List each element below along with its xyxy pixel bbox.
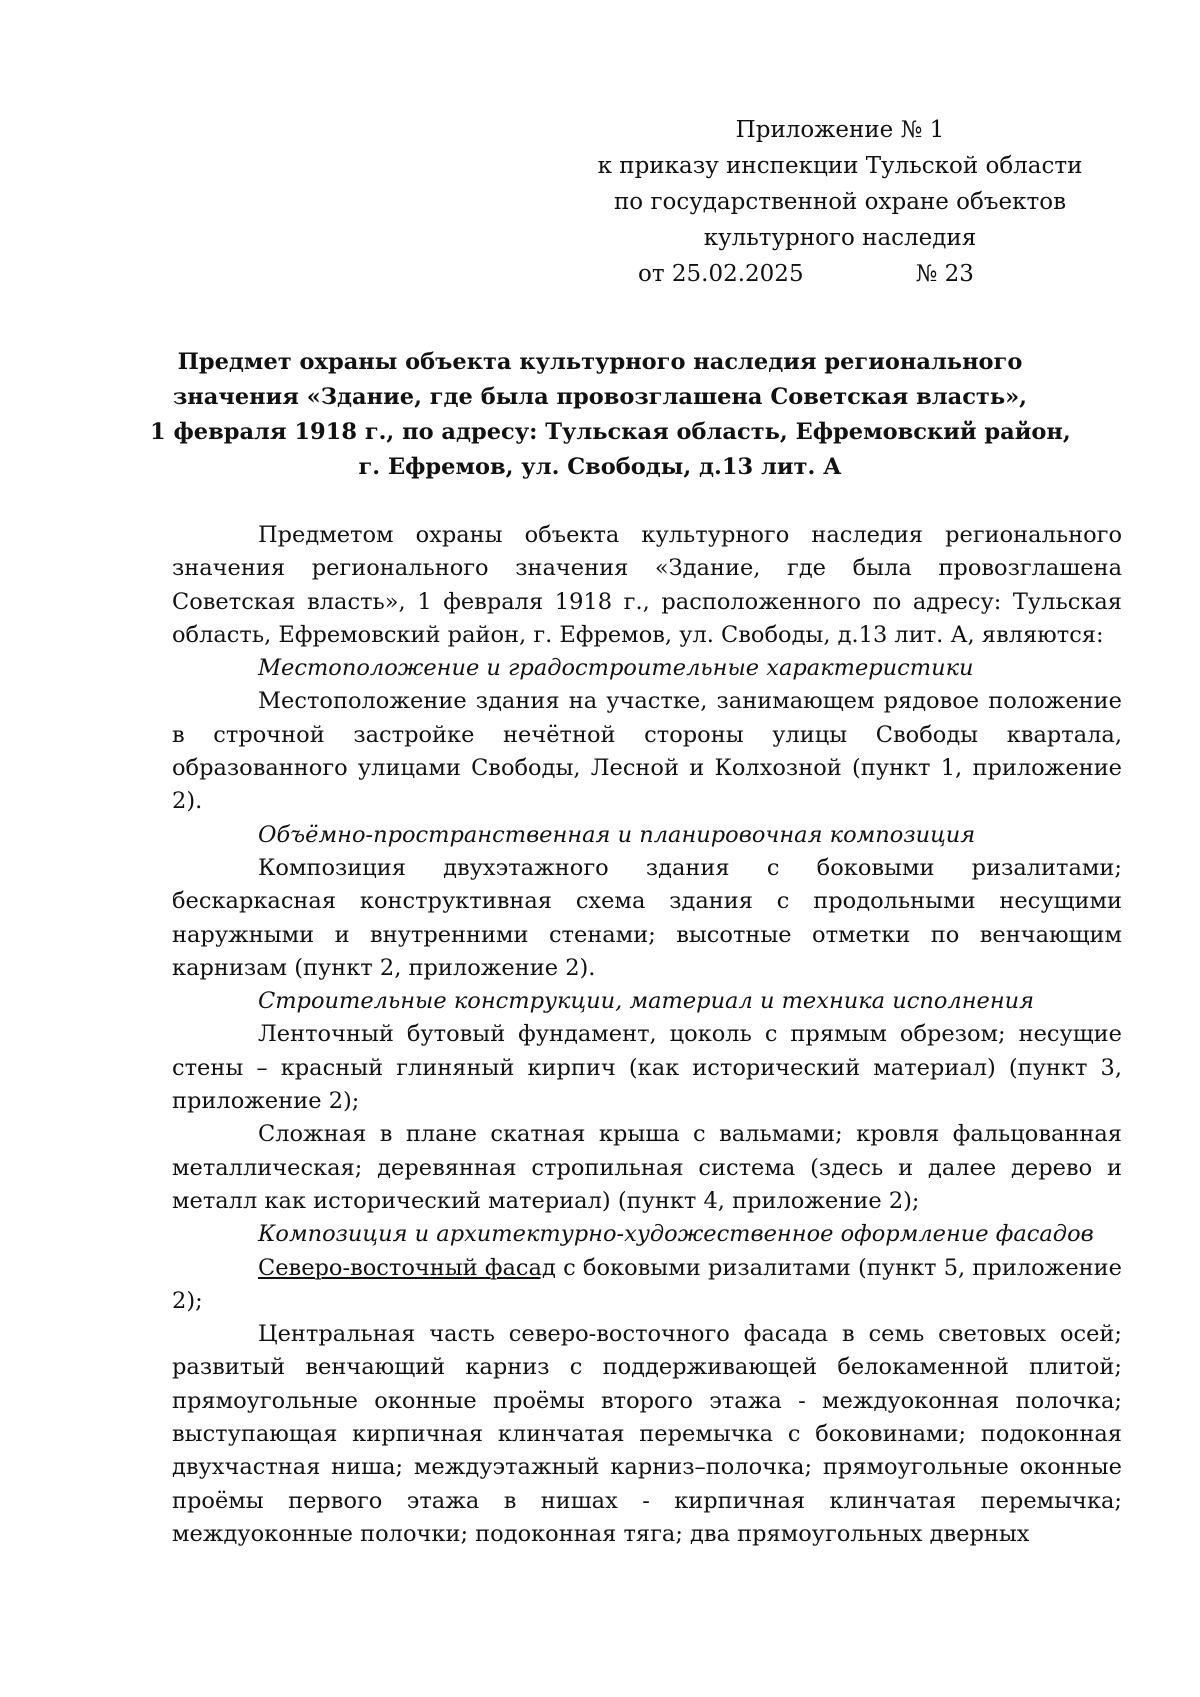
section-heading-facades: Композиция и архитектурно-художественное оформление фасадов [258,1221,1094,1248]
document-title [150,345,1071,485]
title-line-2: значения «Здание, где была провозглашена Советская власть», [172,384,1028,410]
title-line-1: Предмет охраны объекта культурного наследия регионального [177,349,1023,375]
section-heading-construction: Строительные конструкции, материал и техника исполнения [258,988,1035,1015]
section-text-roof: Сложная в плане скатная крыша с вальмами; кровля фальцованная металлическая; деревянная стропильная система (здесь и далее дерево и металл как исторический материал) (пункт 4, приложение 2); [172,1121,1122,1214]
section-text-foundation: Ленточный бутовый фундамент, цоколь с прямым обрезом; несущие стены – красный глиняный кирпич (как исторический материал) (пункт 3, приложение 2); [172,1021,1122,1115]
section-text-facade-center: Центральная часть северо-восточного фасада в семь световых осей; развитый венчающий карниз с поддерживающей белокаменной плитой; прямоугольные оконные проёмы второго этажа - междуоконная полочка; выступающая кирпичная клинчатая перемычка с боковинами; подоконная двухчастная ниша; междуэтажный карниз–полочка; прямоугольные оконные проёмы первого этажа в нишах - кирпичная клинчатая перемычка; междуоконные полочки; подоконная тяга; два прямоугольных дверных [172,1321,1122,1547]
appendix-agency-line-end: культурного наследия [703,225,977,251]
appendix-number: Приложение № 1 [735,117,945,143]
title-line-4: г. Ефремов, ул. Свободы, д.13 лит. А [358,454,842,480]
order-date: от 25.02.2025 [638,261,804,287]
facade-description: с боковыми ризалитами (пункт 5, приложение 2); [172,1254,1122,1314]
appendix-order-ref: к приказу инспекции Тульской области [597,153,1083,179]
intro-paragraph: Предметом охраны объекта культурного наследия регионального значения регионального значения «Здание, где была провозглашена Советская власть», 1 февраля 1918 г., расположенного по адресу: Тульская область, Ефремовский район, г. Ефремов, ул. Свободы, д.13 лит. А, являются: [172,522,1122,648]
appendix-date-number [560,256,1120,292]
document-body [172,519,1122,1551]
order-number: № 23 [915,261,974,287]
appendix-header [560,112,1120,292]
title-line-3: 1 февраля 1918 г., по адресу: Тульская область, Ефремовский район, [150,419,1071,445]
appendix-agency-line: по государственной охране объектов [613,189,1067,215]
section-heading-location: Местоположение и градостроительные характеристики [258,655,974,682]
section-heading-composition: Объёмно-пространственная и планировочная композиция [258,821,976,848]
section-text-composition: Композиция двухэтажного здания с боковыми ризалитами; бескаркасная конструктивная схема здания с продольными несущими наружными и внутренними стенами; высотные отметки по венчающим карнизам (пункт 2, приложение 2). [172,854,1122,981]
section-text-location: Местоположение здания на участке, занимающем рядовое положение в строчной застройке нечётной стороны улицы Свободы квартала, образованного улицами Свободы, Лесной и Колхозной (пункт 1, приложение 2). [172,688,1122,815]
facade-name-underlined: Северо-восточный фасад [258,1254,556,1281]
section-text-facade-ne [172,1252,1122,1319]
